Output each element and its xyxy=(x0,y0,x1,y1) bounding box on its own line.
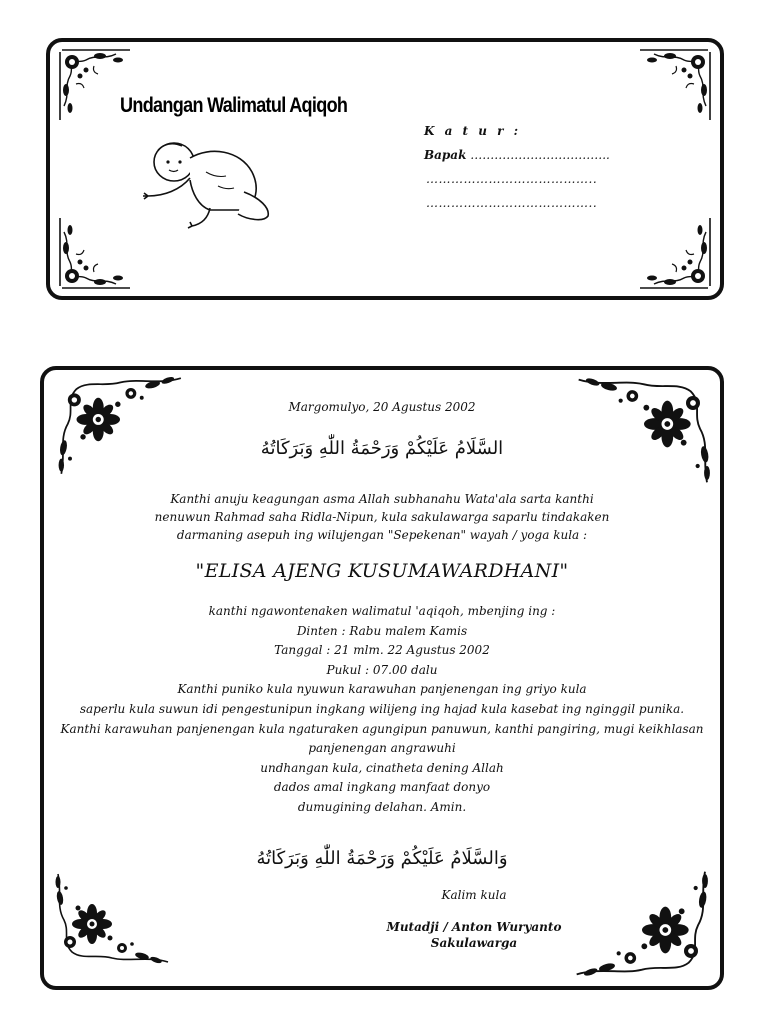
floral-corner-icon xyxy=(634,46,714,126)
detail-line: Kanthi puniko kula nyuwun karawuhan panjenengan ing griyo kula xyxy=(177,682,587,697)
detail-line: dados amal ingkang manfaat donyo xyxy=(273,780,491,795)
katur-label: K a t u r : xyxy=(424,124,522,138)
salam-opening: السَّلَامُ عَلَيْكُمْ وَرَحْمَةُ اللّٰهِ وَبَرَكَاتُهُ xyxy=(260,438,504,459)
detail-line: Tanggal : 21 mlm. 22 Agustus 2002 xyxy=(274,643,490,658)
invitation-card xyxy=(40,366,724,990)
address-dots-1: ………………………………….. xyxy=(426,172,598,186)
intro-line: darmaning asepuh ing wilujengan "Sepekenan" wayah / yoga kula : xyxy=(176,528,588,542)
detail-line: saperlu kula suwun idi pengestunipun ingkang wilijeng ing hajad kula kasebat ing nginggil punika. xyxy=(79,701,685,716)
intro-line: Kanthi anuju keagungan asma Allah subhanahu Wata'ala sarta kanthi xyxy=(170,492,594,506)
detail-line: Kanthi karawuhan panjenengan kula ngaturaken agungipun panuwun, kanthi pangiring, mugi keikhlasan xyxy=(60,721,704,736)
salam-closing: وَالسَّلَامُ عَلَيْكُمْ وَرَحْمَةُ اللّٰهِ وَبَرَكَاتُهُ xyxy=(256,848,508,869)
detail-line: panjenengan angrawuhi xyxy=(308,741,456,756)
detail-line: kanthi ngawontenaken walimatul 'aqiqoh, mbenjing ing : xyxy=(208,604,556,618)
envelope-card xyxy=(46,38,724,300)
flower-corner-icon xyxy=(574,376,714,486)
intro-line: nenuwun Rahmad saha Ridla-Nipun, kula sakulawarga saparlu tindakaken xyxy=(154,510,610,524)
recipient-dots: …………………………….. xyxy=(470,148,610,162)
bapak-label: Bapak xyxy=(424,148,467,162)
crawling-baby-icon xyxy=(140,132,276,236)
place-date: Margomulyo, 20 Agustus 2002 xyxy=(288,400,476,414)
detail-line: Dinten : Rabu malem Kamis xyxy=(296,623,468,638)
signatories: Mutadji / Anton Wuryanto xyxy=(386,920,562,934)
envelope-title: Undangan Walimatul Aqiqoh xyxy=(120,94,348,117)
event-details xyxy=(44,602,720,818)
floral-corner-icon xyxy=(634,212,714,292)
child-name: "ELISA AJENG KUSUMAWARDHANI" xyxy=(195,560,569,582)
flower-corner-icon xyxy=(50,376,190,476)
recipient-line xyxy=(424,148,610,162)
flower-corner-icon xyxy=(52,858,172,978)
detail-line: undhangan kula, cinatheta dening Allah xyxy=(260,760,504,775)
closing-text: Kalim kula xyxy=(441,888,507,902)
detail-line: dumugining delahan. Amin. xyxy=(297,799,467,814)
intro-paragraph xyxy=(44,490,720,544)
detail-line: Pukul : 07.00 dalu xyxy=(326,662,438,677)
address-dots-2: ………………………………….. xyxy=(426,196,598,210)
floral-corner-icon xyxy=(56,212,136,292)
family-label: Sakulawarga xyxy=(430,936,518,950)
